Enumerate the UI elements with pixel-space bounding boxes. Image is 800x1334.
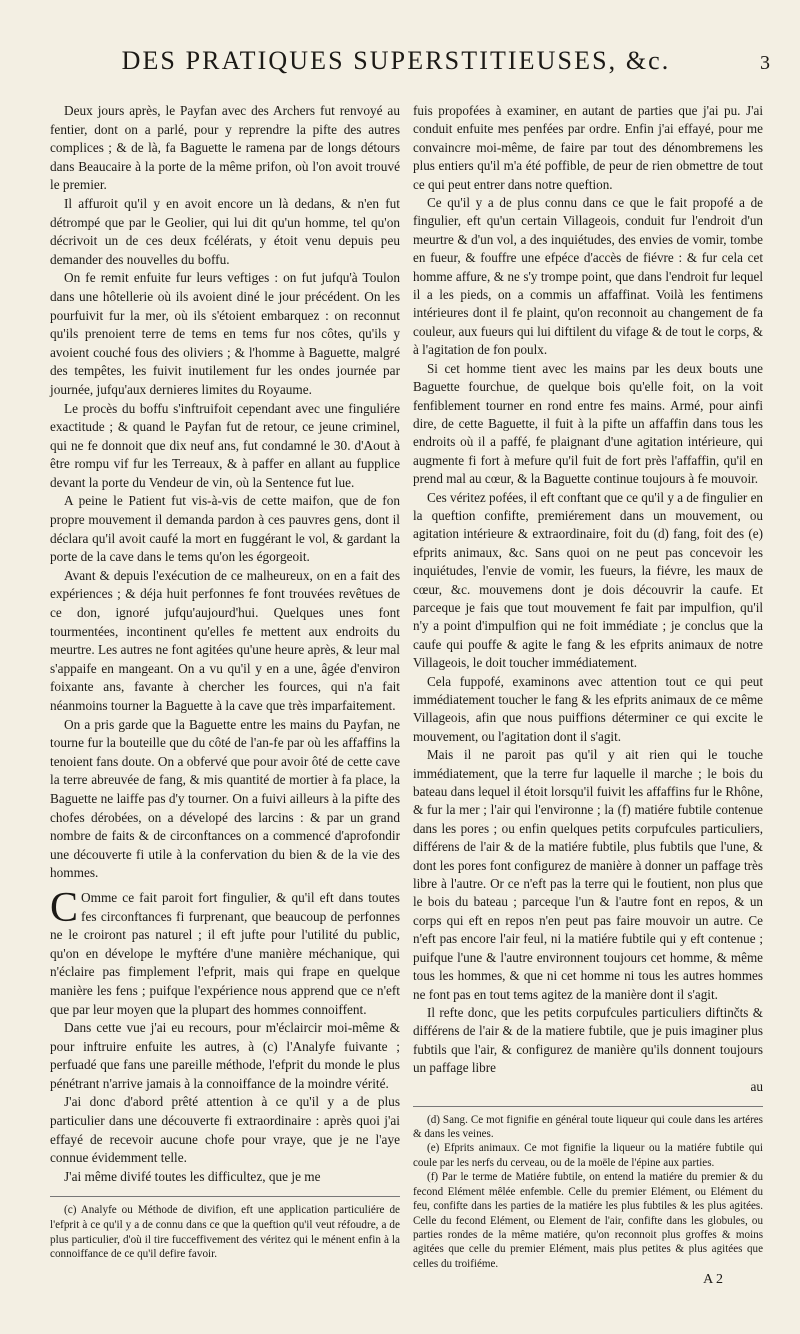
paragraph: fuis propofées à examiner, en autant de parties que j'ai pu. J'ai conduit enfuite mes penfées par ordre. Enfin j'ai effayé, pour me convaincre moi-même, de faire par tout des dénombremens les plus entiers qu'il m'a été poffible, de peur de rien obmettre de tout ce qui peut entrer dans notre queftion. (413, 103, 763, 192)
paragraph: On fe remit enfuite fur leurs veftiges : on fut jufqu'à Toulon dans une hôtellerie où ils avoient diné le jour précédent. On les pourfuivit fur la mer, où ils s'étoient embarquez : on reconnut qu'ils prenoient terre de tems en tems fur nos côtes, qu'ils y avoient couché fous des oliviers ; & l'homme à Baguette, malgré des tempêtes, les fuivit inutilement fur les ondes journée par journée, jufqu'aux dernieres limites du Royaume. (50, 270, 400, 397)
footnote-divider (50, 1196, 400, 1197)
footnote: (e) Efprits animaux. Ce mot fignifie la liqueur ou la matiére fubtile qui coule par les nerfs du cerveau, ou de la moële de l'épine aux parties. (413, 1142, 763, 1169)
footnote: (f) Par le terme de Matiére fubtile, on entend la matiére du premier & du fecond Elément mêlée enfemble. Celle du premier Elément, ou Elément du feu, confifte dans les parties de la matiére les plus fubtiles & les plus agitées. Celle du fecond Elément, ou Element de l'air, confifte dans les globules, ou parties rondes de la même matiére, qu'on reconnoit plus groffes & moins agitées que celle du premier Elément, mais plus petites & plus agitées que celles du troifiéme. (413, 1171, 763, 1270)
left-column (50, 102, 400, 1262)
paragraph: Le procès du boffu s'inftruifoit cependant avec une finguliére exactitude ; & quand le Payfan fut de retour, ce jeune criminel, qui ne fe donnoit que dix neuf ans, fut condamné le 30. d'Aout à être rompu vif fur les Terreaux, & à paffer en allant au fupplice devant la porte du Vendeur de vin, où la Sentence fut lue. (50, 400, 400, 490)
paragraph: Il refte donc, que les petits corpufcules particuliers diftinčts & différens de l'air & de la matiere fubtile, que je puis imaginer plus fubtils que l'air, & configurez de manière qu'ils donnent toujours un paffage libre (413, 1004, 763, 1076)
right-column (413, 102, 763, 1290)
paragraph: J'ai même divifé toutes les difficultez, que je me (64, 1168, 321, 1184)
paragraph: On a pris garde que la Baguette entre les mains du Payfan, ne tourne fur la bouteille que du côté de l'an-fe par où les affaffins la tenoient fans doute. On a obfervé que pour avoir ôté de cette cave la terre abreuvée de fang, & mis quantité de mortier à fa place, la Baguette ne laiffe pas d'y tourner. On a fuivi ailleurs à la pifte des chofes dérobées, on a dévelopé des larcins : & par un grand nombre de faits & de circonftances on a commencé d'aprofondir une découverte fi utile à la confervation du bien & de la vie des hommes. (50, 716, 400, 881)
paragraph: Mais il ne paroit pas qu'il y ait rien qui le touche immédiatement, que la terre fur laquelle il marche ; le bois du bateau dans lequel il étoit lorsqu'il fuivit les affaffins fur le Rhône, & fur la mer ; l'air qui l'environne ; la (f) matiére fubtile contenue dans les pores ; ou enfin quelques petits corpufcules particuliers, différens de l'air & de la matiére fubtile, plus fubtils que l'une, & dont les pores font configurez de manière à donner un paffage très libre à l'autre. Or ce n'eft pas la terre qui le foutient, non plus que le bois du bateau ; parceque l'un & l'autre font en repos, & un corps qui eft en repos n'en peut pas faire mouvoir un autre. Ce n'eft pas encore l'air feul, ni la matiére fubtile qui y eft contenue ; puifque l'une & l'autre environnent toujours cet homme, & même tous les hommes, & que ni cet homme ni tous les autres hommes ne font pas en tout tems agitez de la manière dont il s'agit. (413, 747, 763, 1002)
page-number: 3 (760, 52, 770, 74)
paragraph: A peine le Patient fut vis-à-vis de cette maifon, que de fon propre mouvement il demanda pardon à ces pauvres gens, dont il déclara qu'il avoit caufé la mort en fuggérant le vol, & gardant la porte de la cave dans le tems qu'on les égorgeoit. (50, 493, 400, 565)
signature-mark: A 2 (703, 1272, 723, 1288)
running-title: DES PRATIQUES SUPERSTITIEUSES, &c. (121, 46, 671, 75)
footnote: (d) Sang. Ce mot fignifie en général toute liqueur qui coule dans les artéres & dans les veines. (413, 1113, 763, 1140)
paragraph: Deux jours après, le Payfan avec des Archers fut renvoyé au fentier, dont on a parlé, pour y reprendre la pifte des autres complices ; & de là, fa Baguette le ramena par de longs détours dans Beaucaire à la porte de la même prifon, où l'on avoit trouvé le premier. (50, 103, 400, 193)
dropcap-paragraph-text: Omme ce fait paroit fort fingulier, & qu'il eft dans toutes fes circonftances fi furprenant, que beaucoup de perfonnes ne le croiront pas naturel ; il eft jufte pour l'utilité du public, qu'on en dévelope le myftére d'une manière méchanique, qui n'éclaire pas fimplement l'efprit, mais qui frape en quelque manière les fens ; puifque l'expérience nous apprend que ce n'eft que par leur moyen que la plupart des hommes connoiffent. (50, 889, 400, 1017)
paragraph: Avant & depuis l'exécution de ce malheureux, on en a fait des expériences ; & déja huit perfonnes fe font trouvées revêtues de ce don, ignoré jufqu'aujourd'hui. Quelques unes font tourmentées, incontinent qu'elles fe mettent aux endroits du meurtre. Les autres ne font agitées qu'une heure après, & leur mal s'appaife en mangeant. On a vu qu'il y en a une, âgée d'environ foixante ans, favante à chercher les fources, qui n'a fait néanmoins tourner la Baguette à la cave que très imparfaitement. (50, 567, 400, 713)
footnote-divider (413, 1106, 763, 1107)
paragraph: Ce qu'il y a de plus connu dans ce que le fait propofé a de fingulier, eft qu'un certain Villageois, conduit fur l'endroit d'un meurtre & d'un vol, a des inquiétudes, des envies de vomir, tombe en fueur, & fouffre une efpéce d'accès de fiévre : & fur cela cet homme affure, & ne s'y trompe point, que dans l'endroit fur lequel il a les pieds, on a commis un affaffinat. Voilà les fentimens intérieures dont il fe plaint, qu'on reconnoit au changement de fa couleur, aux fueurs qui lui diftilent du vifage & de tout le corps, & à l'agitation de fon poulx. (413, 195, 763, 358)
dropcap-letter: C (50, 884, 79, 931)
paragraph: Dans cette vue j'ai eu recours, pour m'éclaircir moi-même & pour inftruire enfuite les autres, à (c) l'Analyfe fuivante ; perfuadé que fans une pareille méthode, l'efprit du monde le plus pénétrant n'arrive jamais à la connoiffance de la moindre vérité. (50, 1020, 400, 1091)
paragraph: J'ai donc d'abord prêté attention à ce qu'il y a de plus particulier dans une découverte fi extraordinaire : après quoi j'ai effayé de recevoir aucune chofe pour vraye, que je ne l'aye connue évidemment telle. (50, 1094, 400, 1166)
paragraph: Il affuroit qu'il y en avoit encore un là dedans, & n'en fut détrompé que par le Geolier, qui lui dit qu'un homme, tel qu'on décrivoit un de ces deux fcélérats, y étoit venu depuis peu demander des nouvelles du boffu. (50, 195, 400, 267)
paragraph: Si cet homme tient avec les mains par les deux bouts une Baguette fourchue, de quelque bois qu'elle foit, on la voit fenfiblement tourner en rond entre fes mains. Armé, pour ainfi dire, de cette Baguette, il fuit à la pifte un affaffin dans tous les endroits où il a paffé, fe plaignant d'une agitation intérieure, qui augmente fi fort à mefure qu'il fuit de fort près l'affaffin, qu'il en prend mal au cœur, & la Baguette continue toujours à fe mouvoir. (413, 360, 763, 487)
dropcap-paragraph (50, 884, 400, 1019)
paragraph: Cela fuppofé, examinons avec attention tout ce qui peut immédiatement toucher le fang & les efprits animaux de ce même Villageois, afin que nous puiffions déterminer ce qui excite le mouvement, ou l'agitation dont il s'agit. (413, 673, 763, 744)
footnote: (c) Analyfe ou Méthode de divifion, eft une application particuliére de l'efprit à ce qu'il y a de connu dans ce que la queftion qu'il veut réfoudre, a de plus particulier, d'où il tire fucceffivement des véritez qui le ménent enfin à la connoiffance de ce qu'il defire favoir. (50, 1204, 400, 1261)
page-header (30, 44, 770, 84)
catchword: au (750, 1078, 763, 1094)
paragraph: Ces véritez pofées, il eft conftant que ce qu'il y a de fingulier en la queftion confifte, premiérement dans un mouvement, ou agitation intérieure & extraordinaire, foit du (d) fang, foit des (e) efprits animaux, &c. Sans quoi on ne peut pas concevoir les inquiétudes, l'envie de vomir, les fueurs, la fiévre, les maux de cœur, &c. mouvemens dont je dois découvrir la caufe. Et parceque je fais que tout mouvement fe fait par impulfion, qu'il n'y a point d'impulfion qui ne foit immédiate ; je conclus que la caufe qui pouffe & agite le fang & les efprits animaux de notre Villageois, le doit toucher immédiatement. (413, 489, 763, 671)
